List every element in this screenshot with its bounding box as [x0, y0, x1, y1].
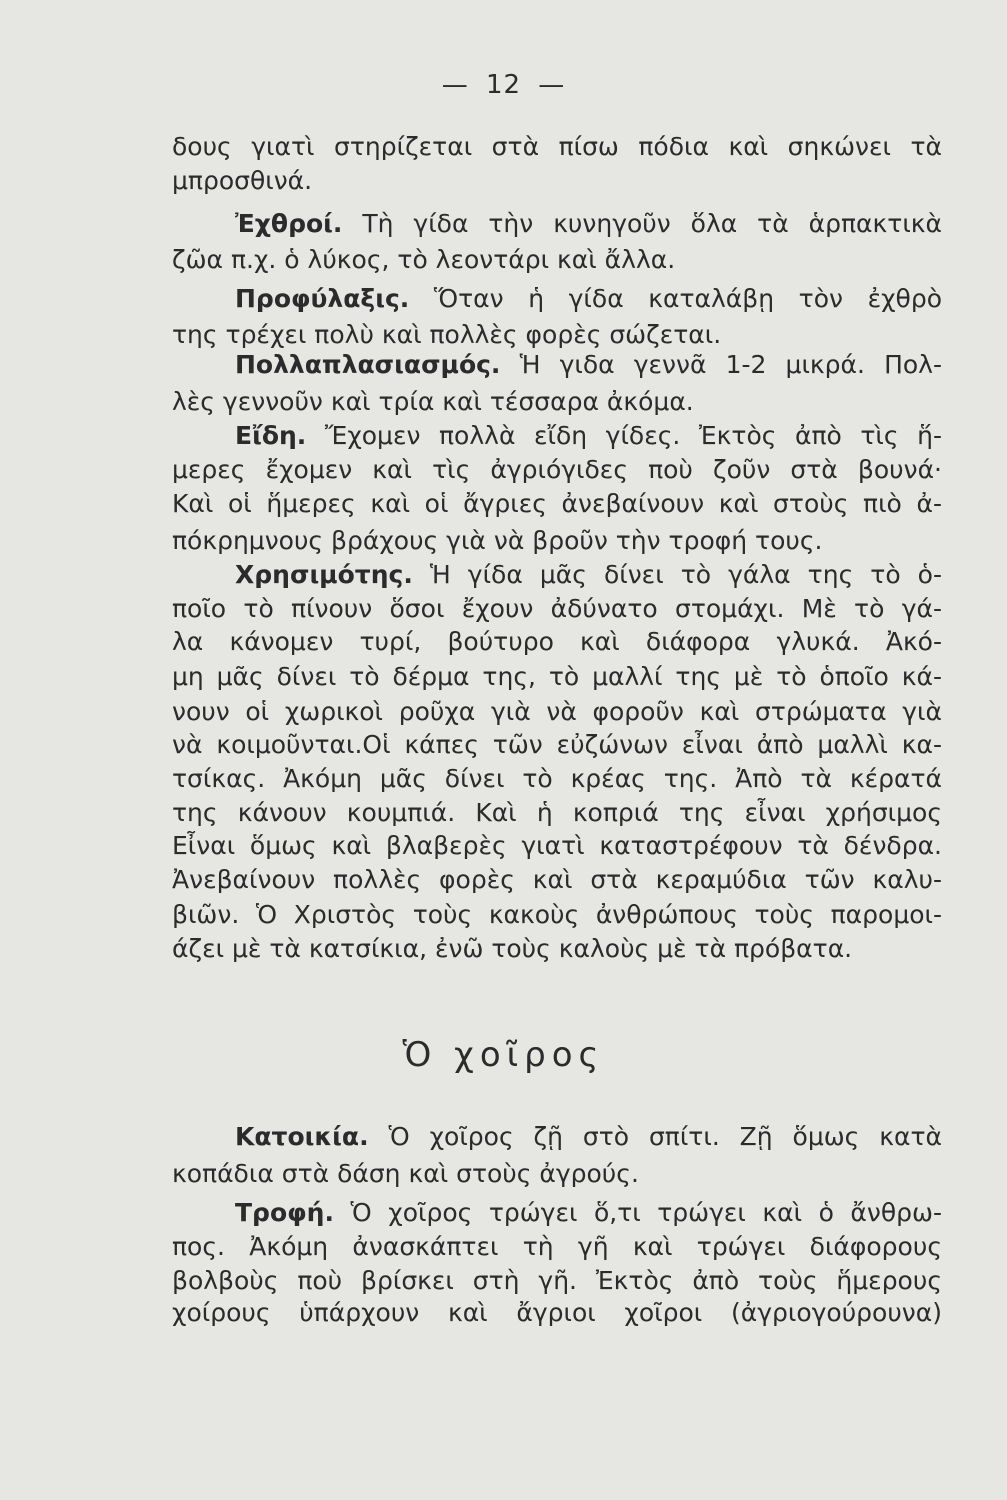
line-text: κοπάδια στὰ δάση καὶ στοὺς ἀγρούς.	[172, 1159, 639, 1188]
paragraph-line	[172, 453, 942, 487]
paragraph-line	[172, 1264, 942, 1298]
paragraph-line	[172, 625, 942, 659]
line-text: Καὶ οἱ ἥμερες καὶ οἱ ἄγριες ἀνεβαίνουν καὶ στοὺς πιὸ ἀ-	[172, 489, 942, 518]
paragraph-line	[172, 728, 942, 762]
paragraph-line	[172, 1157, 942, 1191]
paragraph-line	[172, 130, 942, 164]
line-text: της κάνουν κουμπιά. Καὶ ἡ κοπριά της εἶναι χρήσιμος	[172, 798, 942, 827]
line-text: ποῖο τὸ πίνουν ὅσοι ἔχουν ἀδύνατο στομάχι. Μὲ τὸ γά-	[172, 594, 942, 623]
paragraph-line	[235, 558, 942, 592]
line-text: λα κάνομεν τυρί, βούτυρο καὶ διάφορα γλυκά. Ἀκό-	[172, 627, 942, 656]
line-text: Ἡ γιδα γεννᾶ 1-2 μικρά. Πολ-	[500, 350, 942, 379]
paragraph-line	[172, 524, 942, 558]
paragraph-line	[235, 1120, 942, 1154]
paragraph-line	[172, 932, 942, 966]
paragraph-line	[172, 1230, 942, 1264]
line-text: μερες ἔχομεν καὶ τὶς ἀγριόγιδες ποὺ ζοῦν στὰ βουνά·	[172, 455, 942, 484]
paragraph-line	[172, 660, 942, 694]
paragraph-line	[172, 796, 942, 830]
line-text: Ὁ χοῖρος ζῇ στὸ σπίτι. Ζῇ ὅμως κατὰ	[368, 1122, 942, 1151]
paragraph-line	[172, 898, 942, 932]
paragraph-line	[172, 487, 942, 521]
paragraph-line	[235, 282, 942, 316]
page-number: — 12 —	[441, 70, 566, 100]
line-text: της τρέχει πολὺ καὶ πολλὲς φορὲς σώζεται.	[172, 320, 722, 349]
paragraph-line	[235, 207, 942, 241]
section-term: Προφύλαξις.	[235, 284, 410, 313]
line-text: βιῶν. Ὁ Χριστὸς τοὺς κακοὺς ἀνθρώπους τοὺς παρομοι-	[172, 900, 942, 929]
line-text: τσίκας. Ἀκόμη μᾶς δίνει τὸ κρέας της. Ἀπὸ τὰ κέρατά	[172, 764, 942, 793]
paragraph-line	[235, 348, 942, 382]
line-text: ζῶα π.χ. ὁ λύκος, τὸ λεοντάρι καὶ ἄλλα.	[172, 245, 676, 274]
line-text: μπροσθινά.	[172, 166, 313, 195]
paragraph-line	[172, 762, 942, 796]
line-text: Εἶναι ὅμως καὶ βλαβερὲς γιατὶ καταστρέφουν τὰ δένδρα.	[172, 831, 942, 860]
line-text: νὰ κοιμοῦνται.Οἱ κάπες τῶν εὐζώνων εἶναι ἀπὸ μαλλὶ κα-	[172, 730, 942, 759]
paragraph-line	[172, 829, 942, 863]
line-text: Ἡ γίδα μᾶς δίνει τὸ γάλα της τὸ ὁ-	[412, 560, 942, 589]
line-text: Ὁ χοῖρος τρώγει ὅ,τι τρώγει καὶ ὁ ἄνθρω-	[333, 1198, 942, 1227]
line-text: πος. Ἀκόμη ἀνασκάπτει τὴ γῆ καὶ τρώγει διάφορους	[172, 1232, 942, 1261]
line-text: βολβοὺς ποὺ βρίσκει στὴ γῆ. Ἐκτὸς ἀπὸ τοὺς ἥμερους	[172, 1266, 942, 1295]
section-term: Κατοικία.	[235, 1122, 369, 1151]
paragraph-line	[172, 592, 942, 626]
paragraph-line	[172, 863, 942, 897]
paragraph-line	[235, 419, 942, 453]
line-text: Ἔχομεν πολλὰ εἴδη γίδες. Ἐκτὸς ἀπὸ τὶς ἥ-	[306, 421, 942, 450]
line-text: άζει μὲ τὰ κατσίκια, ἐνῶ τοὺς καλοὺς μὲ τὰ πρόβατα.	[172, 934, 853, 963]
line-text: χοίρους ὑπάρχουν καὶ ἄγριοι χοῖροι (ἀγριογούρουνα)	[172, 1298, 942, 1327]
paragraph-line	[172, 164, 942, 198]
paragraph-line	[235, 1196, 942, 1230]
line-text: πόκρημνους βράχους γιὰ νὰ βροῦν τὴν τροφή τους.	[172, 526, 823, 555]
line-text: λὲς γεννοῦν καὶ τρία καὶ τέσσαρα ἀκόμα.	[172, 387, 694, 416]
paragraph-line	[172, 243, 942, 277]
line-text: μη μᾶς δίνει τὸ δέρμα της, τὸ μαλλί της μὲ τὸ ὁποῖο κά-	[172, 662, 942, 691]
line-text: Τὴ γίδα τὴν κυνηγοῦν ὅλα τὰ ἁρπακτικὰ	[342, 209, 942, 238]
paragraph-line	[172, 695, 942, 729]
line-text: δους γιατὶ στηρίζεται στὰ πίσω πόδια καὶ σηκώνει τὰ	[172, 132, 942, 161]
line-text: Ἀνεβαίνουν πολλὲς φορὲς καὶ στὰ κεραμύδια τῶν καλυ-	[172, 865, 942, 894]
line-text: Ὅταν ἡ γίδα καταλάβῃ τὸν ἐχθρὸ	[409, 284, 942, 313]
section-heading: Ὁ χοῖρος	[402, 1035, 605, 1075]
section-term: Εἴδη.	[235, 421, 307, 450]
section-term: Χρησιμότης.	[235, 560, 413, 589]
section-term: Ἐχθροί.	[235, 209, 343, 238]
section-term: Πολλαπλασιασμός.	[235, 350, 501, 379]
paragraph-line	[172, 1296, 942, 1330]
section-term: Τροφή.	[235, 1198, 334, 1227]
paragraph-line	[172, 385, 942, 419]
line-text: νουν οἱ χωρικοὶ ροῦχα γιὰ νὰ φοροῦν καὶ στρώματα γιὰ	[172, 697, 942, 726]
paragraph-line	[172, 318, 942, 352]
